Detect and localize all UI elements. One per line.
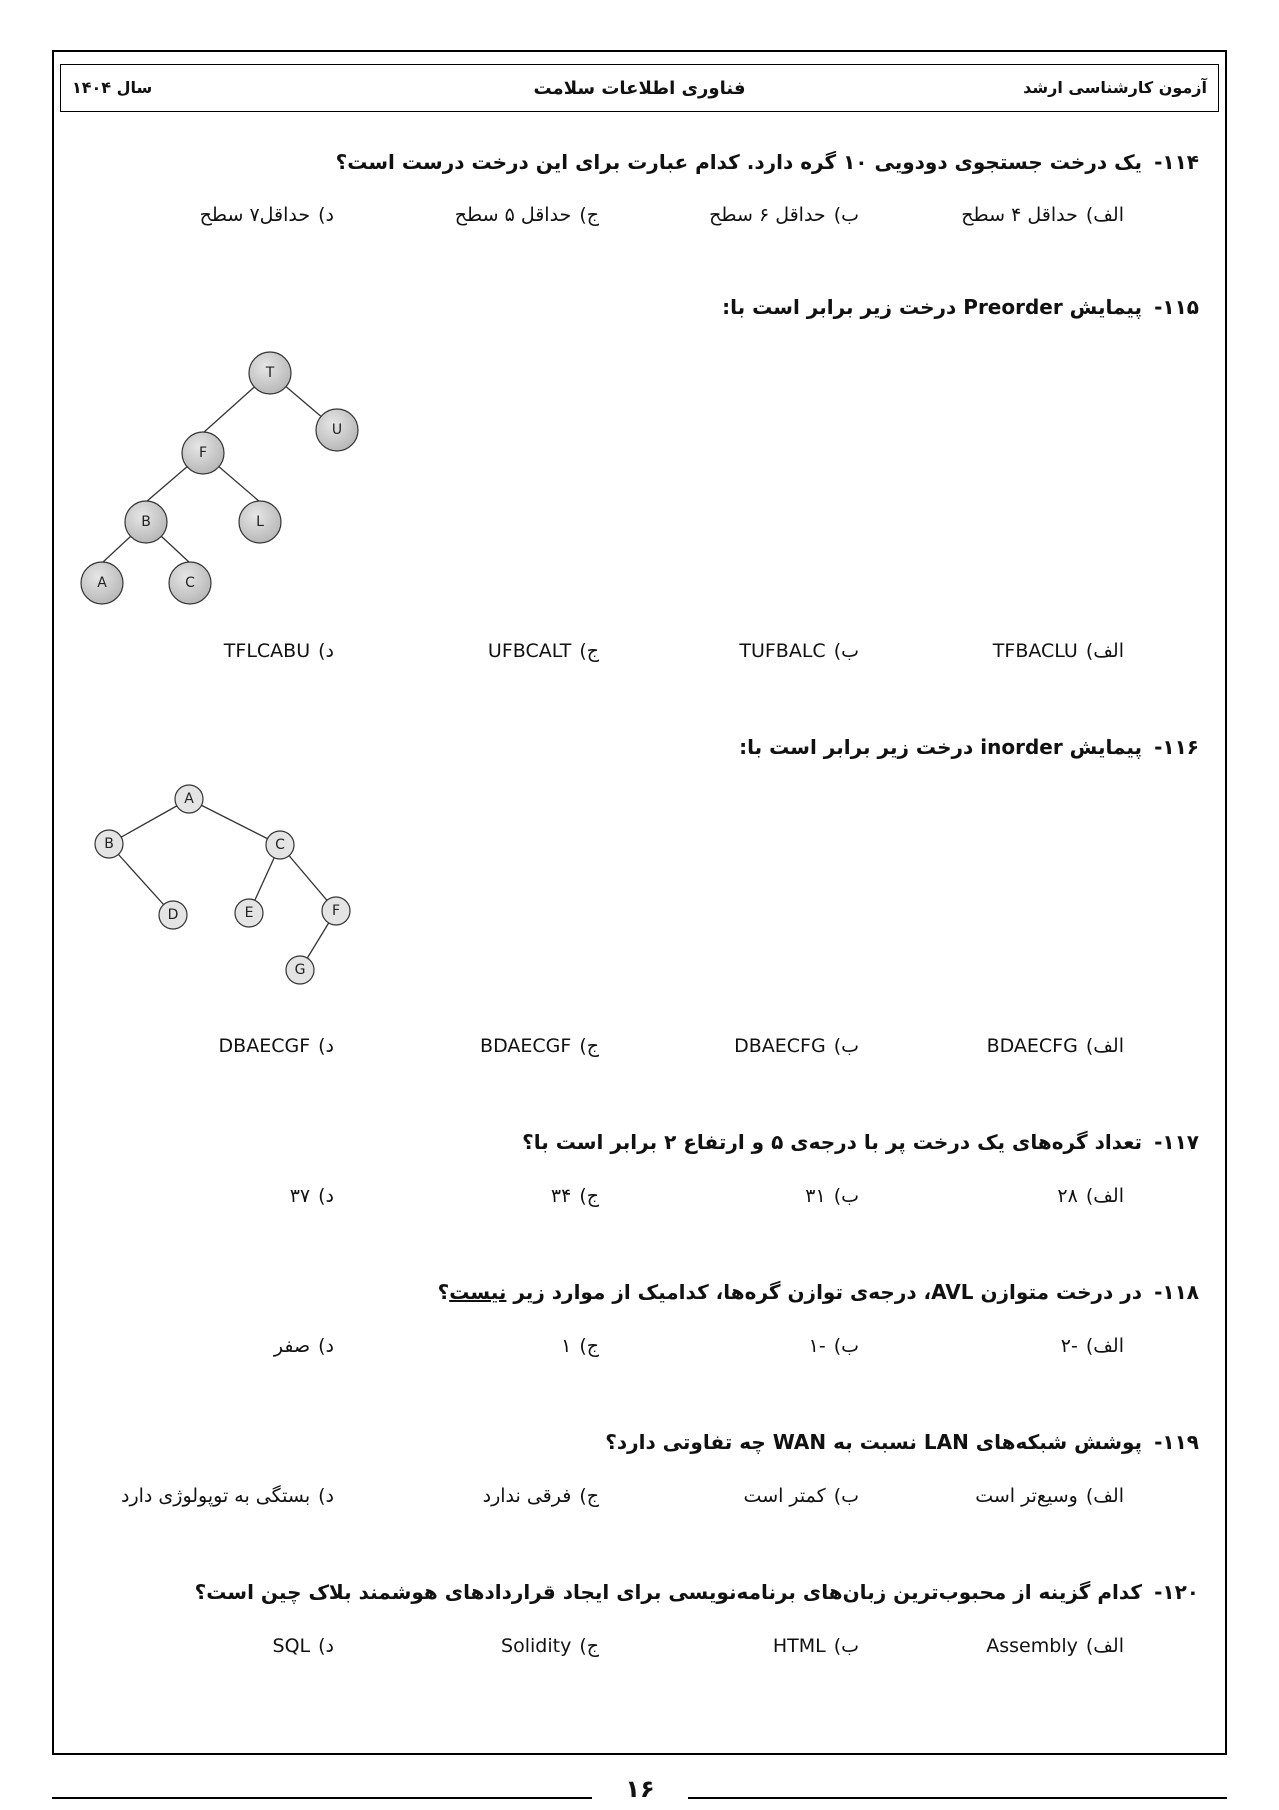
option-b: ب)-۱ bbox=[808, 1335, 859, 1357]
question-text: پیمایش inorder درخت زیر برابر است با: bbox=[739, 735, 1143, 759]
question-117 bbox=[522, 1130, 1199, 1154]
option-b: ب)HTML bbox=[772, 1635, 859, 1657]
question-text: یک درخت جستجوی دودویی ۱۰ گره دارد. کدام عبارت برای این درخت درست است؟ bbox=[335, 150, 1143, 174]
svg-text:G: G bbox=[294, 962, 306, 978]
option-a: الف)۲۸ bbox=[1057, 1185, 1124, 1207]
option-a: الف)حداقل ۴ سطح bbox=[961, 204, 1124, 226]
option-c: ج)حداقل ۵ سطح bbox=[454, 204, 599, 226]
tree-node-u bbox=[316, 409, 358, 451]
question-number: ۱۱۴- bbox=[1154, 150, 1199, 174]
option-d: د)حداقل۷ سطح bbox=[199, 204, 334, 226]
option-b: ب)TUFBALC bbox=[739, 640, 859, 662]
svg-text:F: F bbox=[198, 445, 208, 461]
option-d: د)۳۷ bbox=[289, 1185, 334, 1207]
option-d: د)بستگی به توپولوژی دارد bbox=[120, 1485, 334, 1507]
option-b: ب)DBAECFG bbox=[734, 1035, 859, 1057]
svg-text:B: B bbox=[141, 514, 151, 530]
svg-text:C: C bbox=[185, 575, 195, 591]
svg-text:U: U bbox=[331, 422, 343, 438]
option-d: د)TFLCABU bbox=[223, 640, 334, 662]
question-text: در درخت متوازن AVL، درجه‌ی توازن گره‌ها، کدامیک از موارد زیر bbox=[506, 1280, 1143, 1304]
tree-node-b bbox=[95, 830, 123, 858]
footer-rule-left bbox=[52, 1797, 592, 1799]
option-a: الف)BDAECFG bbox=[986, 1035, 1124, 1057]
tree-node-g bbox=[286, 956, 314, 984]
question-118: ۱۱۸-در درخت متوازن AVL، درجه‌ی توازن گره‌ها، کدامیک از موارد زیر نیست؟ bbox=[437, 1280, 1199, 1304]
question-text: پیمایش Preorder درخت زیر برابر است با: bbox=[722, 295, 1143, 319]
tree-node-a bbox=[175, 785, 203, 813]
question-119 bbox=[605, 1430, 1199, 1454]
tree-node-l bbox=[239, 501, 281, 543]
option-c: ج)۳۴ bbox=[550, 1185, 599, 1207]
question-number: ۱۱۵- bbox=[1154, 295, 1199, 319]
question-114 bbox=[336, 150, 1199, 174]
svg-text:L: L bbox=[256, 514, 264, 530]
question-116 bbox=[739, 735, 1199, 759]
option-c: ج)فرقی ندارد bbox=[482, 1485, 599, 1507]
question-number: ۱۲۰- bbox=[1154, 1580, 1199, 1604]
option-a: الف)-۲ bbox=[1060, 1335, 1124, 1357]
tree-node-d bbox=[159, 901, 187, 929]
option-d: د)DBAECGF bbox=[218, 1035, 334, 1057]
tree-node-c bbox=[169, 562, 211, 604]
tree-node-f bbox=[182, 432, 224, 474]
exam-year: سال ۱۴۰۴ bbox=[72, 78, 153, 97]
svg-text:A: A bbox=[184, 791, 194, 807]
page-number: ۱۶ bbox=[625, 1775, 655, 1803]
question-number: ۱۱۸- bbox=[1154, 1280, 1199, 1304]
inorder-tree-diagram bbox=[80, 775, 370, 1015]
option-b: ب)۳۱ bbox=[805, 1185, 859, 1207]
svg-text:T: T bbox=[265, 365, 275, 381]
option-a: الف)Assembly bbox=[986, 1635, 1124, 1657]
svg-text:F: F bbox=[331, 903, 341, 919]
option-b: ب)حداقل ۶ سطح bbox=[709, 204, 859, 226]
course-title: فناوری اطلاعات سلامت bbox=[533, 78, 746, 99]
footer-rule-right bbox=[688, 1797, 1227, 1799]
option-b: ب)کمتر است bbox=[743, 1485, 859, 1507]
option-c: ج)Solidity bbox=[501, 1635, 599, 1657]
option-c: ج)UFBCALT bbox=[487, 640, 599, 662]
underlined-word: نیست bbox=[449, 1280, 507, 1304]
svg-text:B: B bbox=[104, 836, 114, 852]
exam-title: آزمون کارشناسی ارشد bbox=[1023, 78, 1207, 97]
svg-text:A: A bbox=[97, 575, 107, 591]
tree-node-a bbox=[81, 562, 123, 604]
svg-text:C: C bbox=[275, 837, 285, 853]
tree-node-b bbox=[125, 501, 167, 543]
option-a: الف)وسیع‌تر است bbox=[975, 1485, 1124, 1507]
svg-text:D: D bbox=[167, 907, 179, 923]
question-number: ۱۱۶- bbox=[1154, 735, 1199, 759]
question-number: ۱۱۷- bbox=[1154, 1130, 1199, 1154]
tree-node-e bbox=[235, 899, 263, 927]
option-d: د)SQL bbox=[272, 1635, 334, 1657]
tree-node-t bbox=[249, 352, 291, 394]
question-text: تعداد گره‌های یک درخت پر با درجه‌ی ۵ و ارتفاع ۲ برابر است با؟ bbox=[522, 1130, 1143, 1154]
question-text: کدام گزینه از محبوب‌ترین زبان‌های برنامه‌نویسی برای ایجاد قراردادهای هوشمند بلاک چین است؟ bbox=[194, 1580, 1143, 1604]
question-115 bbox=[722, 295, 1199, 319]
question-number: ۱۱۹- bbox=[1154, 1430, 1199, 1454]
question-text: پوشش شبکه‌های LAN نسبت به WAN چه تفاوتی دارد؟ bbox=[605, 1430, 1143, 1454]
option-c: ج)۱ bbox=[561, 1335, 599, 1357]
tree-node-f bbox=[322, 897, 350, 925]
option-a: الف)TFBACLU bbox=[992, 640, 1124, 662]
option-c: ج)BDAECGF bbox=[480, 1035, 599, 1057]
preorder-tree-diagram bbox=[70, 340, 370, 620]
tree-node-c bbox=[266, 831, 294, 859]
svg-text:E: E bbox=[244, 905, 254, 921]
question-120 bbox=[195, 1580, 1199, 1604]
option-d: د)صفر bbox=[273, 1335, 334, 1357]
